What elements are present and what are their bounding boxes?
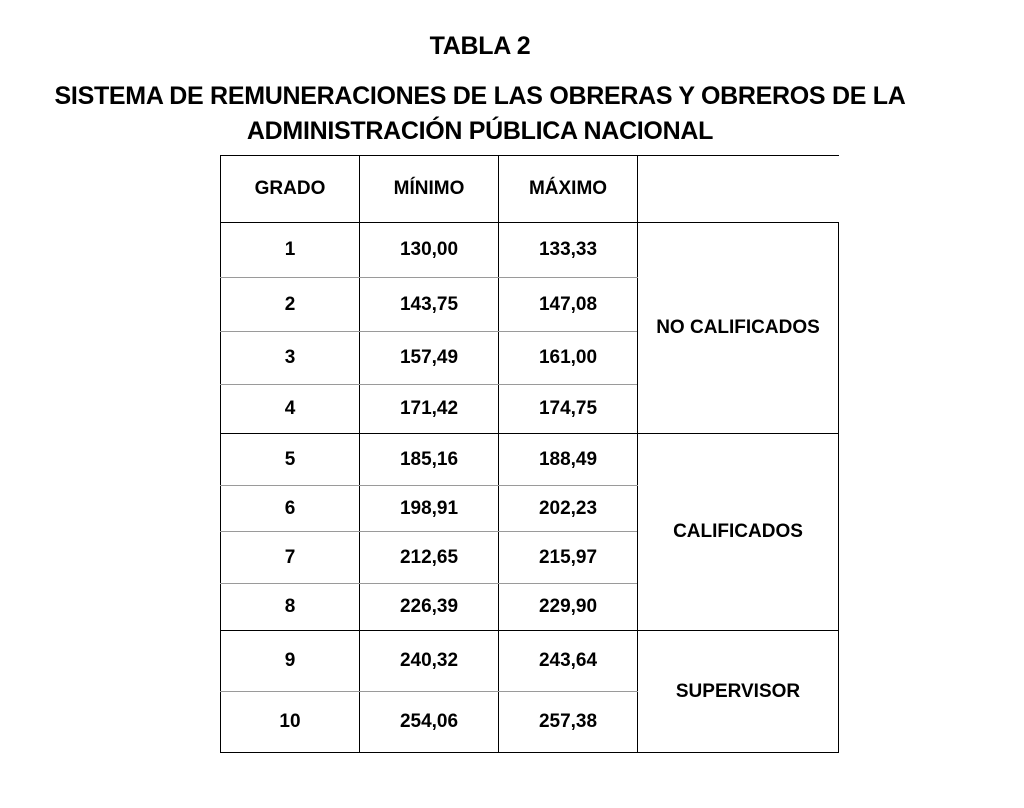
cell-minimo: 185,16 [360, 434, 499, 486]
cell-maximo: 243,64 [499, 631, 638, 692]
header-blank [638, 156, 839, 223]
cell-minimo: 130,00 [360, 223, 499, 278]
cell-grado: 8 [221, 584, 360, 631]
header-minimo: MÍNIMO [360, 156, 499, 223]
cell-grado: 4 [221, 385, 360, 434]
cell-minimo: 240,32 [360, 631, 499, 692]
table-header-row [221, 156, 839, 223]
cell-grado: 3 [221, 332, 360, 385]
cell-maximo: 133,33 [499, 223, 638, 278]
cell-grado: 7 [221, 532, 360, 584]
cell-maximo: 215,97 [499, 532, 638, 584]
subtitle-line-2: ADMINISTRACIÓN PÚBLICA NACIONAL [246, 117, 714, 145]
cell-minimo: 157,49 [360, 332, 499, 385]
cell-minimo: 171,42 [360, 385, 499, 434]
cell-minimo: 226,39 [360, 584, 499, 631]
document-subtitle [0, 79, 960, 149]
subtitle-line-1: SISTEMA DE REMUNERACIONES DE LAS OBRERAS Y OBREROS DE LA [54, 82, 906, 110]
cell-minimo: 198,91 [360, 486, 499, 532]
cell-maximo: 202,23 [499, 486, 638, 532]
cell-grado: 10 [221, 692, 360, 753]
cell-grado: 6 [221, 486, 360, 532]
cell-maximo: 188,49 [499, 434, 638, 486]
cell-maximo: 174,75 [499, 385, 638, 434]
table-row [221, 434, 839, 486]
group-label-supervisor: SUPERVISOR [638, 631, 839, 753]
cell-maximo: 229,90 [499, 584, 638, 631]
cell-grado: 2 [221, 278, 360, 332]
cell-grado: 5 [221, 434, 360, 486]
cell-maximo: 147,08 [499, 278, 638, 332]
table-row [221, 223, 839, 278]
cell-grado: 9 [221, 631, 360, 692]
cell-maximo: 161,00 [499, 332, 638, 385]
group-label-no-calificados: NO CALIFICADOS [638, 223, 839, 434]
cell-minimo: 212,65 [360, 532, 499, 584]
group-label-calificados: CALIFICADOS [638, 434, 839, 631]
cell-maximo: 257,38 [499, 692, 638, 753]
remuneration-table [220, 155, 839, 753]
cell-minimo: 143,75 [360, 278, 499, 332]
table-row [221, 631, 839, 692]
header-maximo: MÁXIMO [499, 156, 638, 223]
cell-minimo: 254,06 [360, 692, 499, 753]
cell-grado: 1 [221, 223, 360, 278]
header-grado: GRADO [221, 156, 360, 223]
document-title: TABLA 2 [429, 32, 531, 60]
